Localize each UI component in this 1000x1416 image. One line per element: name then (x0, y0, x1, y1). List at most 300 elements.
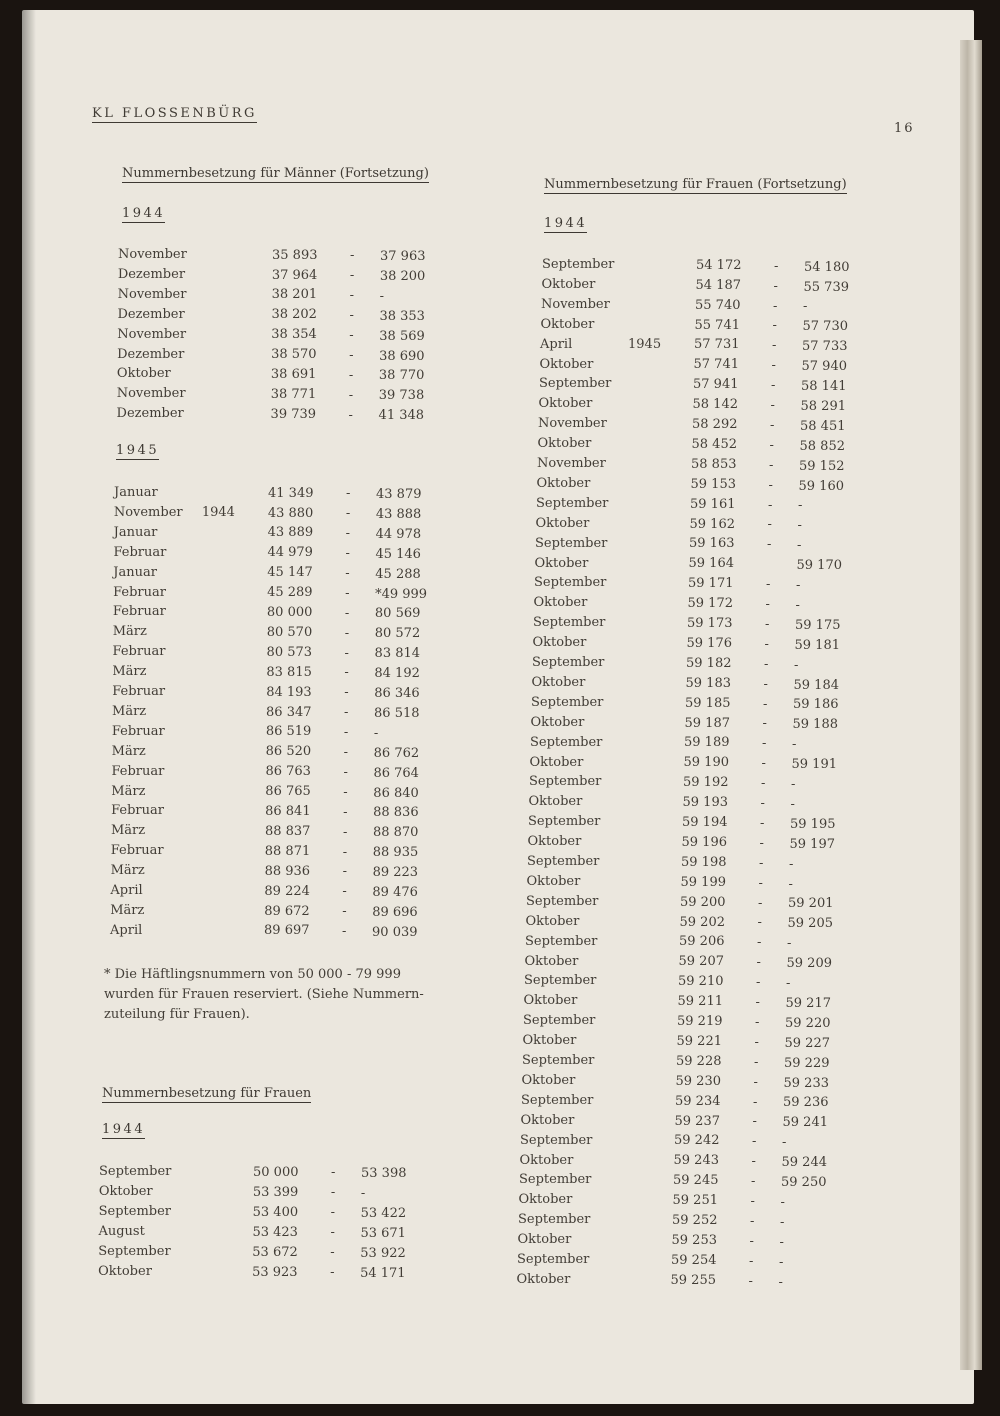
number-from-cell: 59 163 (689, 536, 735, 552)
range-dash: - (344, 605, 350, 621)
number-from-cell: 59 192 (683, 775, 729, 791)
range-dash: - (343, 764, 348, 780)
number-to-cell: 58 451 (800, 418, 846, 434)
number-from-cell: 59 199 (680, 874, 726, 890)
number-from-cell: 89 697 (264, 923, 310, 939)
range-dash: - (764, 656, 769, 672)
number-to-cell: 45 146 (375, 546, 421, 562)
month-cell: September (534, 575, 607, 591)
month-cell: Oktober (516, 1271, 571, 1287)
number-to-cell: 38 770 (378, 368, 425, 384)
range-dash: - (755, 1014, 760, 1030)
range-dash: - (345, 565, 350, 581)
number-to-cell: 59 227 (784, 1035, 830, 1051)
number-to-cell: 54 171 (360, 1265, 406, 1281)
month-cell: Oktober (530, 714, 585, 730)
number-to-cell: 59 241 (782, 1115, 828, 1131)
number-from-cell: 38 771 (270, 386, 317, 402)
month-cell: Januar (114, 485, 158, 500)
number-to-cell: 38 569 (379, 328, 425, 344)
number-to-cell: - (797, 518, 802, 534)
number-to-cell: 59 186 (793, 697, 839, 713)
range-dash: - (348, 367, 354, 383)
range-dash: - (769, 457, 774, 473)
number-to-cell: 59 233 (783, 1075, 829, 1091)
month-cell: September (518, 1212, 591, 1228)
month-cell: November (118, 247, 187, 262)
month-cell: Oktober (524, 953, 579, 969)
number-to-cell: 53 671 (360, 1225, 406, 1241)
number-to-cell: - (797, 538, 802, 554)
range-dash: - (344, 685, 349, 701)
month-cell: September (524, 973, 597, 989)
range-dash: - (749, 1253, 754, 1269)
number-to-cell: 57 733 (802, 339, 848, 355)
number-from-cell: 80 570 (266, 624, 313, 640)
range-dash: - (757, 915, 762, 931)
range-dash: - (767, 517, 772, 533)
range-dash: - (750, 1194, 755, 1210)
month-cell: Februar (113, 584, 166, 600)
range-dash: - (348, 387, 354, 403)
number-to-cell: 58 141 (801, 379, 847, 395)
number-from-cell: 59 153 (690, 476, 736, 492)
number-from-cell: 84 193 (266, 684, 312, 700)
number-from-cell: 88 837 (264, 823, 311, 839)
range-dash: - (752, 1114, 757, 1130)
number-to-cell: - (373, 725, 379, 741)
month-cell: Oktober (522, 1033, 577, 1049)
number-from-cell: 59 237 (674, 1113, 720, 1129)
range-dash: - (765, 597, 770, 613)
range-dash: - (760, 815, 765, 831)
month-cell: November (117, 286, 187, 302)
number-to-cell: - (796, 578, 801, 594)
range-dash: - (753, 1094, 758, 1110)
range-dash: - (753, 1074, 758, 1090)
range-dash: - (771, 378, 776, 394)
number-from-cell: 59 243 (673, 1153, 719, 1169)
number-to-cell: 90 039 (372, 924, 418, 940)
number-from-cell: 38 202 (271, 307, 317, 323)
range-dash: - (766, 577, 771, 593)
number-from-cell: 38 201 (271, 287, 318, 303)
number-to-cell: 43 888 (375, 506, 422, 522)
range-dash: - (748, 1273, 753, 1289)
month-cell: April (540, 336, 573, 352)
month-cell: Januar (113, 564, 157, 580)
month-cell: August (98, 1224, 145, 1239)
number-to-cell: - (779, 1254, 784, 1270)
number-from-cell: 59 254 (671, 1252, 717, 1268)
number-from-cell: 53 923 (252, 1264, 298, 1280)
number-to-cell: 59 229 (784, 1055, 830, 1071)
month-cell: Februar (111, 723, 165, 739)
range-dash: - (773, 298, 778, 314)
number-from-cell: 37 964 (271, 267, 318, 283)
number-from-cell: 53 399 (252, 1184, 299, 1200)
month-cell: Oktober (525, 913, 580, 929)
range-dash: - (344, 665, 349, 681)
number-to-cell: 59 201 (788, 896, 834, 912)
number-from-cell: 38 354 (271, 327, 317, 343)
range-dash: - (349, 347, 354, 363)
number-to-cell: - (787, 936, 792, 952)
number-from-cell: 88 936 (264, 863, 311, 879)
number-to-cell: 80 572 (374, 626, 421, 642)
number-to-cell: 59 184 (793, 677, 839, 693)
number-to-cell: 53 398 (361, 1165, 407, 1181)
month-cell: Februar (112, 604, 166, 620)
range-dash: - (774, 258, 779, 274)
month-cell: Dezember (117, 306, 185, 322)
number-from-cell: 55 741 (694, 317, 740, 333)
month-cell: November (113, 504, 183, 520)
month-cell: März (111, 743, 146, 759)
number-from-cell: 59 242 (674, 1133, 720, 1149)
number-from-cell: 57 741 (693, 357, 739, 373)
range-dash: - (773, 278, 778, 294)
number-from-cell: 59 193 (682, 795, 728, 811)
month-cell: März (110, 902, 145, 918)
number-from-cell: 59 230 (675, 1073, 721, 1089)
number-to-cell: 89 223 (372, 865, 419, 881)
number-from-cell: 54 172 (696, 257, 742, 273)
range-dash: - (346, 486, 351, 502)
number-from-cell: 58 452 (691, 436, 737, 452)
number-from-cell: 59 219 (677, 1014, 723, 1030)
number-to-cell: 88 836 (373, 805, 419, 821)
number-from-cell: 59 190 (683, 755, 729, 771)
month-cell: Februar (111, 763, 165, 779)
month-cell: März (111, 783, 146, 799)
number-from-cell: 59 176 (686, 635, 732, 651)
range-dash: - (330, 1225, 335, 1241)
number-to-cell: 59 152 (799, 458, 845, 474)
range-dash: - (758, 895, 763, 911)
month-cell: September (99, 1164, 172, 1179)
number-from-cell: 89 224 (264, 883, 310, 899)
range-dash: - (349, 288, 355, 304)
number-to-cell: - (794, 657, 799, 673)
number-to-cell: 86 346 (374, 686, 420, 702)
range-dash: - (750, 1213, 755, 1229)
range-dash: - (350, 248, 355, 264)
range-dash: - (330, 1245, 335, 1261)
range-dash: - (342, 904, 347, 920)
range-dash: - (755, 995, 760, 1011)
number-from-cell: 59 173 (687, 616, 733, 632)
number-from-cell: 59 211 (677, 994, 723, 1010)
number-from-cell: 45 147 (267, 565, 313, 581)
number-from-cell: 59 210 (678, 974, 724, 990)
month-cell: September (525, 933, 598, 949)
number-from-cell: 59 255 (670, 1272, 716, 1288)
number-from-cell: 59 189 (684, 735, 730, 751)
range-dash: - (749, 1233, 754, 1249)
number-to-cell: - (798, 498, 803, 514)
number-to-cell: 88 870 (372, 825, 419, 841)
number-from-cell: 59 251 (672, 1193, 718, 1209)
number-to-cell: 59 191 (791, 757, 837, 773)
year-heading-maenner-1945: 1945 (116, 443, 160, 458)
number-to-cell: 38 200 (379, 268, 426, 284)
month-cell: September (530, 734, 603, 750)
number-from-cell: 53 672 (252, 1244, 298, 1260)
month-cell: September (535, 535, 608, 551)
month-cell: November (117, 326, 187, 342)
page-number: 16 (894, 121, 915, 136)
number-to-cell: 59 217 (785, 995, 831, 1011)
range-dash: - (330, 1205, 336, 1221)
number-to-cell: 83 814 (374, 646, 421, 662)
number-to-cell: 44 978 (375, 526, 422, 542)
number-to-cell: 59 181 (794, 637, 840, 653)
number-from-cell: 53 400 (252, 1204, 299, 1220)
number-to-cell: 89 696 (372, 904, 418, 920)
range-dash: - (345, 526, 351, 542)
range-dash: - (751, 1174, 756, 1190)
number-from-cell: 86 765 (265, 784, 311, 800)
month-cell: September (521, 1092, 594, 1108)
month-cell: Oktober (534, 555, 589, 571)
range-dash: - (754, 1034, 759, 1050)
number-from-cell: 59 221 (676, 1033, 722, 1049)
number-to-cell: 45 288 (375, 566, 421, 582)
number-from-cell: 54 187 (695, 277, 741, 293)
number-from-cell: 59 207 (678, 954, 724, 970)
range-dash: - (760, 796, 765, 812)
number-from-cell: 59 196 (681, 834, 727, 850)
month-cell: September (522, 1053, 595, 1068)
range-dash: - (764, 636, 769, 652)
month-cell: September (536, 495, 609, 511)
range-dash: - (767, 537, 772, 553)
month-cell: Oktober (536, 475, 591, 491)
section-title-frauen: Nummernbesetzung für Frauen (102, 1086, 312, 1101)
month-cell: Oktober (540, 316, 595, 332)
month-cell: März (112, 624, 147, 640)
month-cell: Oktober (518, 1192, 573, 1208)
year-heading-maenner-1944: 1944 (122, 206, 166, 221)
number-to-cell: 86 762 (373, 745, 420, 761)
number-to-cell: 58 852 (799, 438, 845, 454)
number-from-cell: 86 347 (266, 704, 312, 720)
month-cell: September (531, 694, 604, 710)
range-dash: - (762, 716, 767, 732)
number-from-cell: 45 289 (267, 585, 313, 601)
number-from-cell: 41 349 (268, 485, 314, 501)
number-from-cell: 59 171 (688, 576, 734, 592)
section-title-frauen-fortsetzung: Nummernbesetzung für Frauen (Fortsetzung) (544, 177, 847, 192)
number-from-cell: 86 841 (265, 804, 311, 820)
range-dash: - (345, 506, 351, 522)
range-dash: - (330, 1185, 336, 1201)
month-cell: Oktober (116, 366, 171, 382)
number-from-cell: 59 185 (685, 695, 731, 711)
number-from-cell: 59 252 (672, 1213, 718, 1229)
number-from-cell: 80 573 (266, 644, 313, 660)
month-cell: November (116, 386, 186, 402)
number-to-cell: 59 195 (790, 816, 836, 832)
number-to-cell: - (778, 1274, 783, 1290)
number-from-cell: 59 228 (676, 1053, 722, 1069)
number-from-cell: 59 245 (673, 1173, 719, 1189)
number-from-cell: 57 941 (693, 377, 739, 393)
number-to-cell: 59 244 (781, 1155, 827, 1171)
range-dash: - (344, 625, 350, 641)
footnote: * Die Häftlingsnummern von 50 000 - 79 999 wurden für Frauen reserviert. (Siehe Nummern-zuteilung für Frauen). (104, 967, 424, 1022)
range-dash: - (761, 756, 766, 772)
month-cell: November (537, 456, 606, 471)
number-from-cell: 57 731 (694, 337, 740, 353)
range-dash: - (754, 1054, 759, 1070)
number-to-cell: 38 690 (379, 348, 425, 364)
month-cell: Dezember (117, 346, 185, 362)
range-dash: - (345, 546, 350, 562)
month-cell: September (533, 615, 606, 631)
number-to-cell: 37 963 (380, 249, 426, 265)
month-cell: März (112, 664, 147, 680)
number-from-cell: 86 763 (265, 764, 311, 780)
range-dash: - (763, 676, 768, 692)
number-to-cell: 89 476 (372, 885, 418, 901)
range-dash: - (756, 955, 761, 971)
month-cell: Oktober (528, 794, 583, 810)
range-dash: - (751, 1154, 756, 1170)
month-cell: Oktober (533, 595, 588, 611)
month-cell: Februar (111, 803, 164, 819)
year-heading-frauen-1944: 1944 (102, 1122, 146, 1137)
range-dash: - (759, 855, 764, 871)
month-cell: Februar (112, 644, 166, 660)
month-cell: Oktober (520, 1112, 575, 1128)
range-dash: - (331, 1165, 336, 1181)
range-dash: - (343, 784, 348, 800)
range-dash: - (342, 924, 347, 940)
number-from-cell: 59 183 (685, 675, 731, 691)
month-cell: Oktober (538, 396, 593, 412)
month-cell: Oktober (519, 1152, 574, 1168)
month-cell: September (98, 1244, 171, 1259)
range-dash: - (342, 824, 348, 840)
range-dash: - (344, 645, 349, 661)
number-from-cell: 59 234 (675, 1093, 721, 1109)
number-from-cell: 58 292 (692, 417, 738, 433)
number-from-cell: 39 739 (270, 406, 317, 422)
number-to-cell: 59 220 (785, 1015, 831, 1031)
month-cell: Oktober (523, 993, 578, 1009)
month-cell: März (110, 863, 145, 879)
page-edge (960, 40, 982, 1370)
month-cell: September (532, 655, 605, 670)
month-cell: Dezember (116, 406, 184, 422)
binding-shadow (22, 10, 36, 1404)
section-title-maenner: Nummernbesetzung für Männer (Fortsetzung) (122, 166, 429, 181)
number-to-cell: 59 175 (795, 617, 841, 633)
number-to-cell: 55 739 (803, 279, 849, 295)
month-cell: September (539, 376, 612, 392)
range-dash: - (763, 696, 768, 712)
number-from-cell: 59 161 (690, 496, 736, 512)
number-to-cell: 41 348 (378, 408, 425, 424)
number-to-cell: 43 879 (376, 487, 422, 503)
month-cell: Oktober (532, 635, 587, 651)
range-dash: - (752, 1134, 757, 1150)
range-dash: - (770, 398, 775, 414)
month-cell: September (526, 893, 599, 909)
number-to-cell: - (779, 1234, 784, 1250)
range-dash: - (758, 875, 763, 891)
range-dash: - (330, 1265, 335, 1281)
number-from-cell: 59 194 (682, 815, 728, 831)
month-cell: September (519, 1172, 592, 1188)
month-cell: Oktober (531, 674, 586, 690)
number-from-cell: 38 691 (270, 367, 317, 383)
number-from-cell: 59 182 (686, 655, 732, 671)
number-from-cell: 86 520 (265, 744, 312, 760)
number-from-cell: 38 570 (271, 347, 317, 363)
number-to-cell: 86 518 (374, 705, 420, 721)
month-cell: März (112, 703, 147, 719)
number-to-cell: 86 764 (373, 765, 419, 781)
number-to-cell: 58 291 (800, 398, 846, 414)
range-dash: - (768, 497, 773, 513)
year-note-cell: 1944 (201, 504, 235, 520)
number-from-cell: 59 164 (688, 556, 734, 572)
month-cell: November (541, 296, 610, 312)
number-from-cell: 53 423 (252, 1224, 298, 1240)
number-to-cell: 59 205 (787, 916, 833, 932)
number-to-cell: - (795, 597, 800, 613)
range-dash: - (349, 308, 354, 324)
number-to-cell: - (780, 1214, 785, 1230)
number-from-cell: 43 889 (267, 525, 314, 541)
month-cell: Oktober (98, 1184, 153, 1199)
number-from-cell: 80 000 (266, 605, 313, 621)
range-dash: - (342, 884, 347, 900)
number-to-cell: - (780, 1194, 785, 1210)
month-cell: November (538, 416, 607, 432)
range-dash: - (342, 844, 348, 860)
number-from-cell: 35 893 (272, 247, 318, 263)
month-cell: Januar (113, 524, 158, 540)
month-cell: September (523, 1013, 596, 1029)
number-from-cell: 59 200 (680, 894, 726, 910)
number-from-cell: 59 202 (679, 914, 725, 930)
number-to-cell: 80 569 (374, 606, 421, 622)
month-cell: September (527, 854, 600, 869)
month-cell: September (520, 1132, 593, 1148)
year-note-cell: 1945 (628, 336, 662, 352)
month-cell: September (542, 257, 615, 272)
month-cell: Oktober (527, 834, 582, 850)
month-cell: September (517, 1252, 590, 1267)
range-dash: - (756, 975, 761, 991)
month-cell: April (110, 922, 143, 938)
number-to-cell: - (360, 1185, 366, 1201)
range-dash: - (765, 616, 770, 632)
document-header: KL FLOSSENBÜRG (92, 106, 257, 121)
month-cell: März (110, 823, 146, 839)
range-dash: - (762, 736, 767, 752)
month-cell: Oktober (98, 1264, 152, 1279)
range-dash: - (772, 338, 777, 354)
number-from-cell: 86 519 (265, 724, 312, 740)
number-from-cell: 89 672 (264, 903, 310, 919)
month-cell: Oktober (537, 436, 592, 452)
number-to-cell: - (803, 299, 808, 315)
